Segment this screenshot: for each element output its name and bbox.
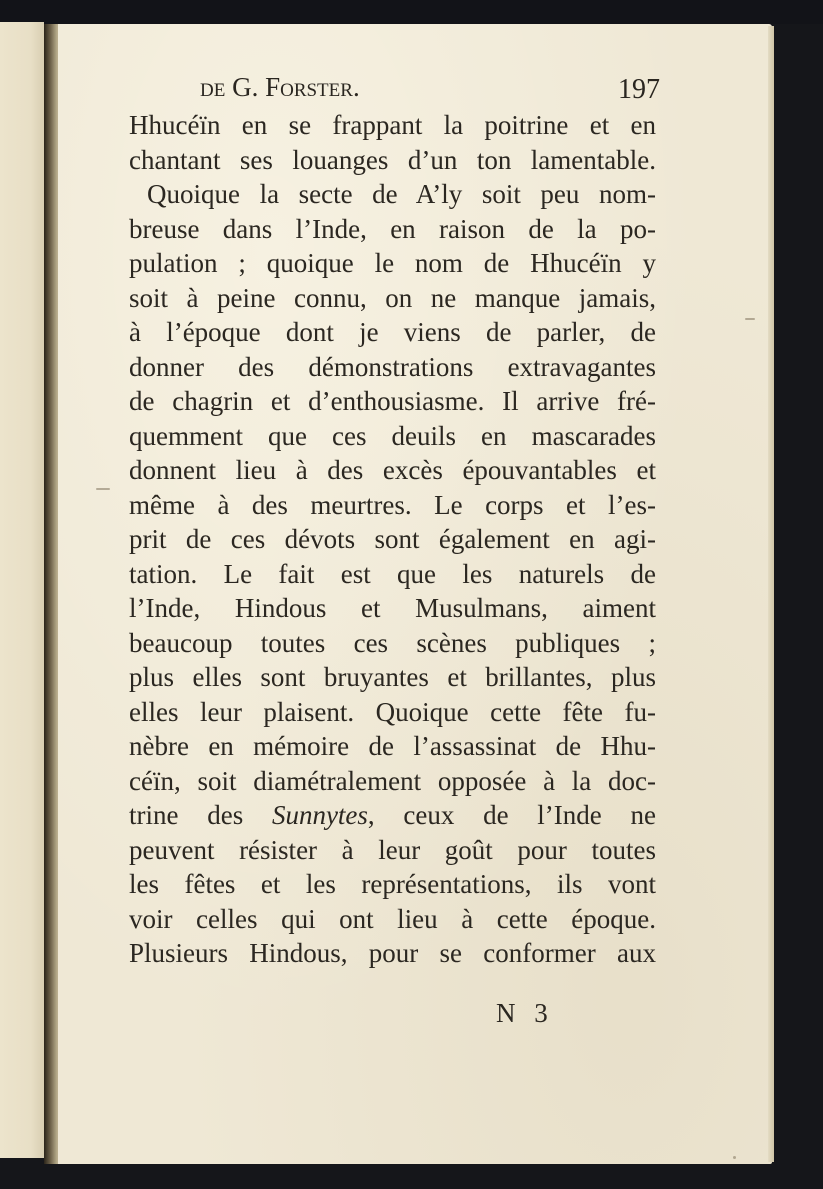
text-line: soit à peine connu, on ne manque jamais, xyxy=(129,282,656,313)
page-number: 197 xyxy=(618,74,660,105)
text-line: tation. Le fait est que les naturels de xyxy=(129,558,656,589)
paper-mark xyxy=(96,488,110,490)
paper-speck xyxy=(733,1156,736,1159)
text-line: donner des démonstrations extravagantes xyxy=(129,351,656,382)
text-line: prit de ces dévots sont également en agi- xyxy=(129,524,656,554)
paragraph-start-line: Quoique la secte de A’ly soit peu nom- xyxy=(147,179,656,209)
text-line: céïn, soit diamétralement opposée à la doc- xyxy=(129,765,656,796)
text-line: donnent lieu à des excès épouvantables et xyxy=(129,455,656,485)
page-header xyxy=(200,72,660,112)
running-head: de G. Forster. xyxy=(200,72,360,102)
signature-mark: N 3 xyxy=(496,998,554,1028)
text-line: pulation ; quoique le nom de Hhucéïn y xyxy=(129,248,656,278)
text-line: les fêtes et les représentations, ils vont xyxy=(129,869,656,899)
text-fragment: trine des xyxy=(129,800,272,830)
text-line: quemment que ces deuils en mascarades xyxy=(129,420,656,451)
text-line: breuse dans l’Inde, en raison de la po- xyxy=(129,213,656,244)
text-line: à l’époque dont je viens de parler, de xyxy=(129,317,656,347)
italic-term: Sunnytes xyxy=(271,800,368,830)
text-line: voir celles qui ont lieu à cette époque. xyxy=(129,903,656,934)
text-line: l’Inde, Hindous et Musulmans, aiment xyxy=(129,593,656,623)
text-line: même à des meurtres. Le corps et l’es- xyxy=(129,489,656,520)
text-line: beaucoup toutes ces scènes publiques ; xyxy=(129,627,656,658)
text-line: elles leur plaisent. Quoique cette fête fu- xyxy=(129,696,656,727)
facing-page-edge xyxy=(0,22,44,1158)
text-line: nèbre en mémoire de l’assassinat de Hhu- xyxy=(129,731,656,761)
text-line: plus elles sont bruyantes et brillantes, plus xyxy=(129,662,656,692)
text-line: Hhucéïn en se frappant la poitrine et en xyxy=(129,110,656,140)
text-line: Plusieurs Hindous, pour se conformer aux xyxy=(129,938,656,968)
text-line: chantant ses louanges d’un ton lamentable. xyxy=(129,144,656,175)
text-line: de chagrin et d’enthousiasme. Il arrive fré- xyxy=(129,386,656,416)
text-line: peuvent résister à leur goût pour toutes xyxy=(129,834,656,865)
paper-mark xyxy=(745,318,755,320)
text-fragment: , ceux de l’Inde ne xyxy=(367,800,656,830)
scan-background xyxy=(0,0,823,24)
body-text xyxy=(129,108,656,971)
page-fore-edge xyxy=(768,26,774,1162)
text-line-with-italic xyxy=(129,798,656,833)
